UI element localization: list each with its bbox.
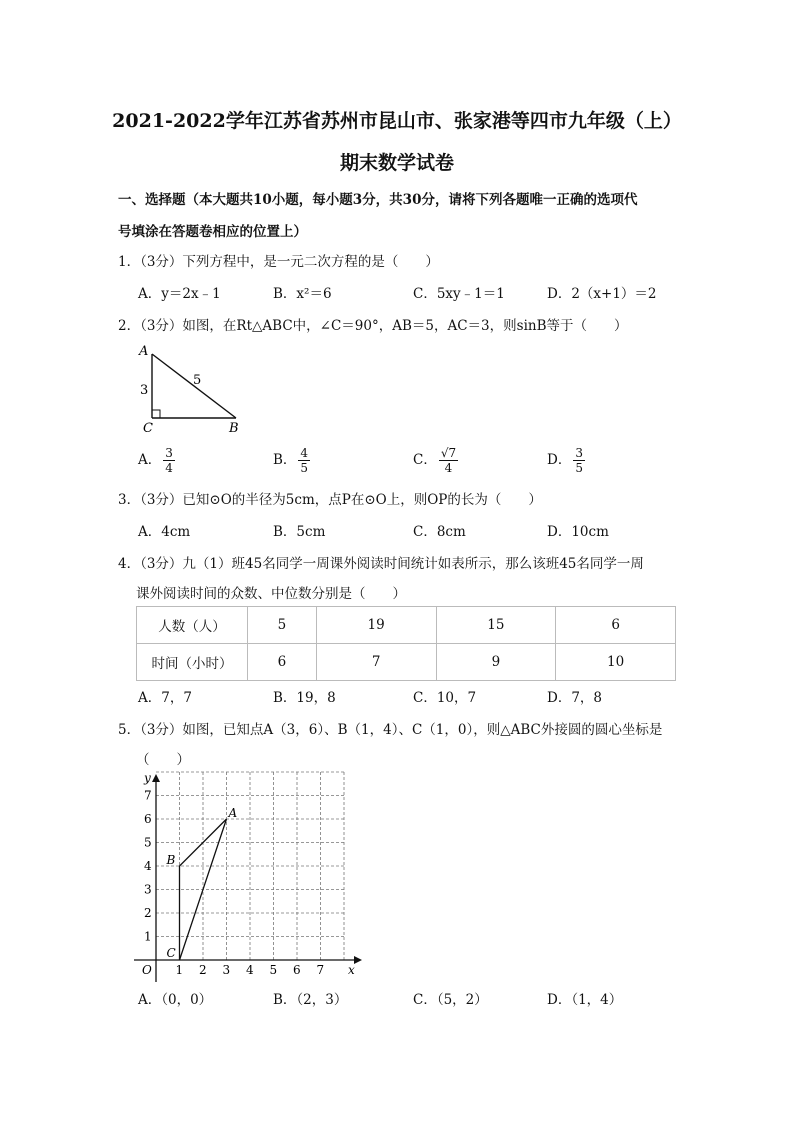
q4-option-c: C．10，7 [413,690,477,706]
q3-option-c: C．8cm [413,524,466,540]
table-cell: 15 [436,607,556,644]
q4-option-a: A．7，7 [138,690,192,706]
point-c-label: C [166,946,176,960]
y-axis-label: y [144,771,151,785]
q2-option-a: A． $\frac{3}{4}$ [138,446,173,475]
x-tick-label: 2 [199,963,207,977]
x-axis-arrow [354,956,362,964]
q1-option-a: A．y＝2x﹣1 [138,286,221,302]
question-1-stem: 1．（3分）下列方程中，是一元二次方程的是（ ） [118,254,439,270]
triangle-vertex-b: B [229,421,239,436]
origin-label: O [142,963,152,977]
x-tick-label: 6 [293,963,301,977]
y-tick-label: 3 [144,882,152,897]
q1-option-d: D．2（x+1）＝2 [547,286,657,302]
point-a-label: A [228,806,238,820]
coordinate-graph [134,768,364,982]
table-cell: 10 [556,644,676,681]
q1-option-c: C．5xy﹣1＝1 [413,286,505,302]
question-3-stem: 3．（3分）已知⊙O的半径为5cm，点P在⊙O上，则OP的长为（ ） [118,492,542,508]
q4-option-b: B．19，8 [273,690,336,706]
q5-option-a: A．（0，0） [138,992,213,1008]
q3-option-b: B．5cm [273,524,326,540]
triangle-vertex-a: A [139,344,149,359]
q2-option-c: C． $\frac{√7}{4}$ [413,446,457,475]
triangle-side-ab: 5 [193,373,202,388]
y-tick-label: 7 [144,788,152,803]
q1-option-b: B．x²＝6 [273,286,332,302]
section-heading-cont: 号填涂在答题卷相应的位置上） [118,224,307,240]
q2-option-d: D． $\frac{3}{5}$ [547,446,583,475]
section-heading: 一、选择题（本大题共10小题，每小题3分，共30分，请将下列各题唯一正确的选项代 [118,192,638,208]
x-tick-label: 1 [175,963,184,977]
q5-option-d: D．（1，4） [547,992,623,1008]
question-5-stem-cont: （ ） [136,752,190,768]
table-cell: 6 [248,644,317,681]
triangle-figure [130,340,260,440]
x-tick-label: 3 [222,963,231,977]
table-row [137,607,676,644]
question-4-stem: 4．（3分）九（1）班45名同学一周课外阅读时间统计如表所示，那么该班45名同学一周 [118,556,644,572]
q5-option-c: C．（5，2） [413,992,488,1008]
q5-option-b: B．（2，3） [273,992,348,1008]
triangle-vertex-c: C [143,421,153,436]
q4-option-d: D．7，8 [547,690,603,706]
reading-time-table [136,606,676,681]
table-cell: 时间（小时） [137,644,248,681]
table-row [137,644,676,681]
table-cell: 6 [556,607,676,644]
y-tick-label: 2 [144,906,152,920]
grid [156,772,344,960]
y-tick-label: 1 [144,929,152,944]
y-tick-label: 5 [144,835,152,850]
table-cell: 19 [316,607,436,644]
table-cell: 7 [316,644,436,681]
q2-option-b: B． $\frac{4}{5}$ [273,446,309,475]
paper-title-line2: 期末数学试卷 [339,152,454,174]
question-5-stem: 5．（3分）如图，已知点A（3，6）、B（1，4）、C（1，0），则△ABC外接圆的圆心坐标是 [118,722,663,738]
table-cell: 人数（人） [137,607,248,644]
x-tick-label: 5 [269,963,278,977]
x-tick-label: 7 [316,963,325,977]
y-tick-label: 6 [144,812,152,826]
y-axis-arrow [152,774,160,782]
q3-option-d: D．10cm [547,524,609,540]
q3-option-a: A．4cm [138,524,191,540]
x-tick-label: 4 [246,963,254,977]
question-2-stem: 2．（3分）如图，在Rt△ABC中，∠C＝90°，AB＝5，AC＝3，则sinB等于（ ） [118,318,628,334]
table-cell: 5 [248,607,317,644]
point-b-label: B [166,853,176,867]
y-tick-label: 4 [144,859,152,873]
triangle-side-ac: 3 [140,383,149,398]
paper-title-line1: 2021-2022学年江苏省苏州市昆山市、张家港等四市九年级（上） [112,110,682,132]
x-axis-label: x [348,963,355,977]
table-cell: 9 [436,644,556,681]
question-4-stem-cont: 课外阅读时间的众数、中位数分别是（ ） [136,586,406,602]
